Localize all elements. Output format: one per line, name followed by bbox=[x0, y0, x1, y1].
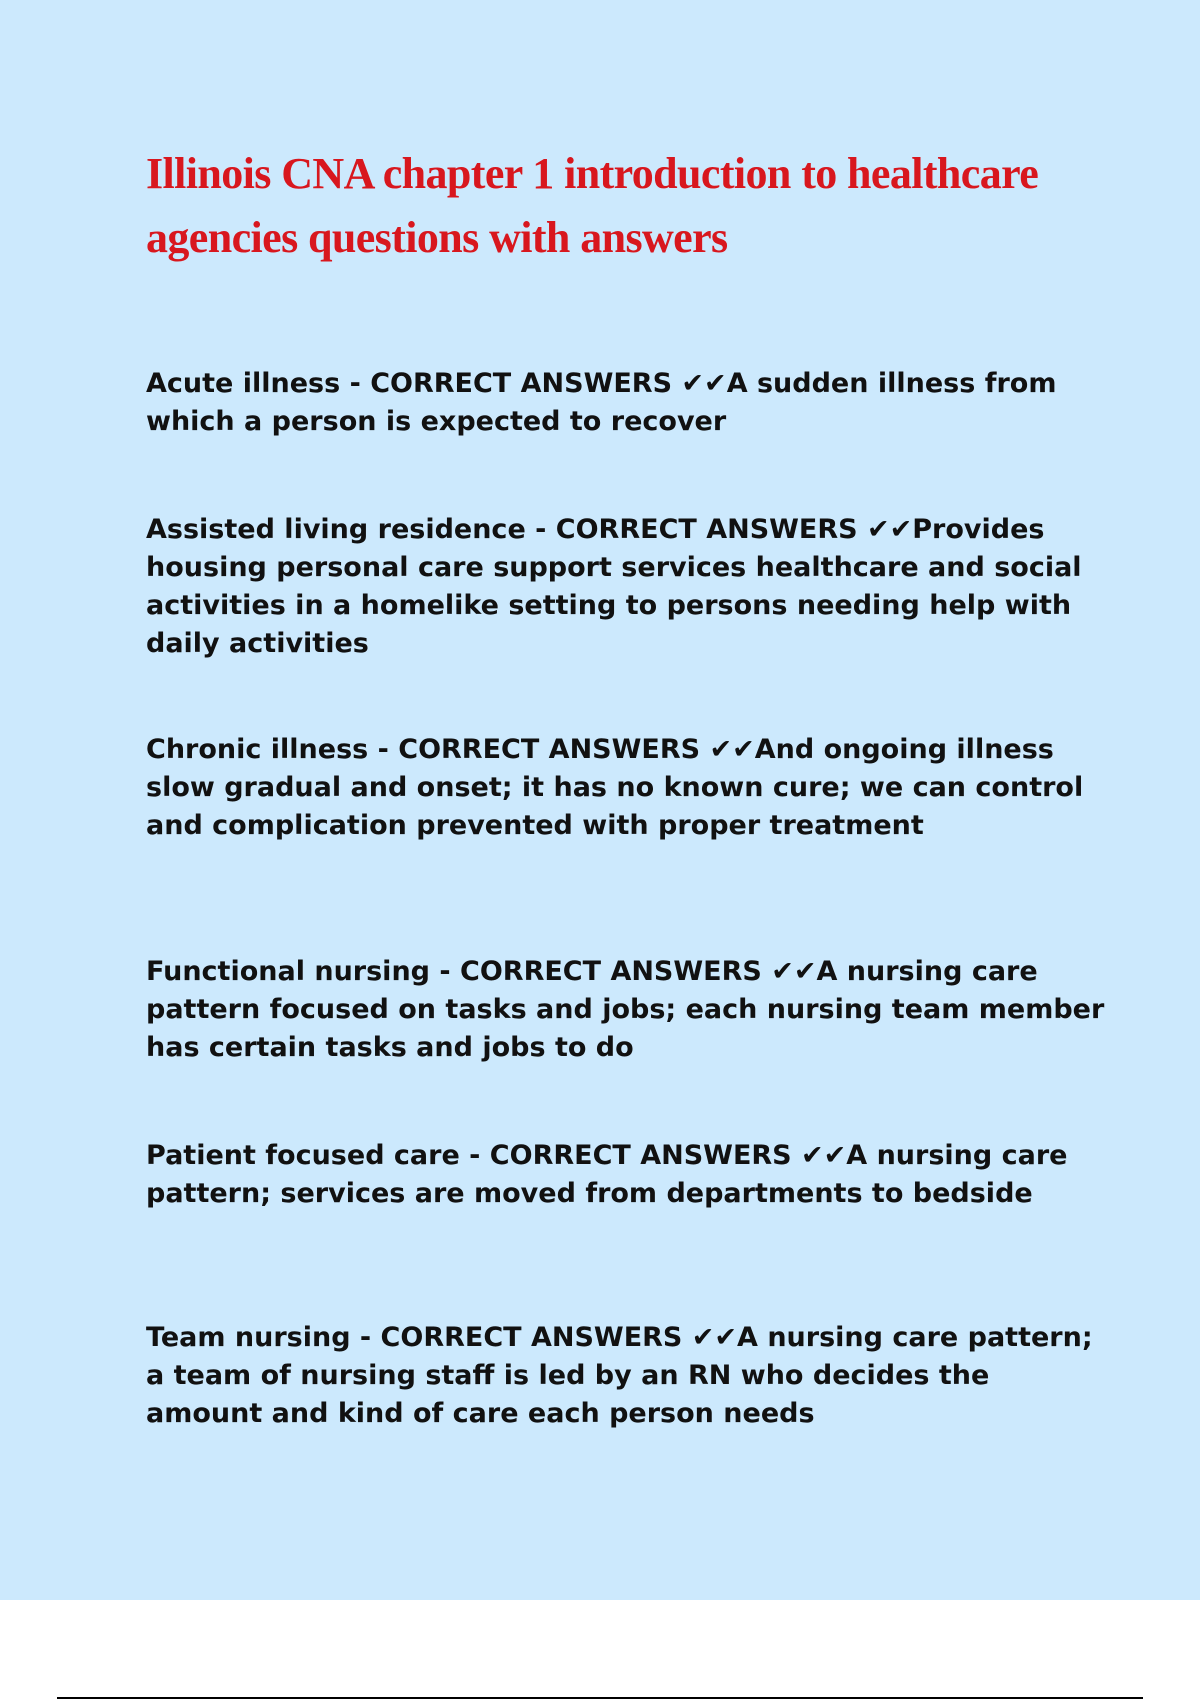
qa-term: Patient focused care bbox=[146, 1140, 460, 1171]
footer-divider bbox=[57, 1697, 1143, 1699]
qa-entry bbox=[146, 1319, 1106, 1433]
qa-separator: - bbox=[340, 368, 371, 399]
qa-answer: A sudden illness from which a person is expected to recover bbox=[146, 368, 1057, 437]
qa-separator: - bbox=[459, 1140, 490, 1171]
correct-answers-marker: CORRECT ANSWERS ✔✔ bbox=[370, 368, 727, 399]
qa-separator: - bbox=[525, 514, 556, 545]
qa-entry bbox=[146, 365, 1106, 441]
qa-term: Assisted living residence bbox=[146, 514, 526, 545]
qa-separator: - bbox=[368, 734, 399, 765]
qa-entry bbox=[146, 511, 1106, 663]
qa-entry bbox=[146, 731, 1106, 845]
document-title: Illinois CNA chapter 1 introduction to healthcare agencies questions with answers bbox=[146, 149, 1039, 262]
correct-answers-marker: CORRECT ANSWERS ✔✔ bbox=[380, 1322, 738, 1353]
qa-answer: Provides housing personal care support services healthcare and social activities in a homelike setting to persons needing help with daily activities bbox=[146, 514, 1082, 659]
qa-answer: A nursing care pattern; a team of nursing staff is led by an RN who decides the amount and kind of care each person needs bbox=[146, 1322, 1093, 1429]
qa-entry bbox=[146, 1137, 1106, 1213]
correct-answers-marker: CORRECT ANSWERS ✔✔ bbox=[555, 514, 913, 545]
qa-entry bbox=[146, 953, 1106, 1067]
qa-term: Chronic illness bbox=[146, 734, 369, 765]
qa-term: Team nursing bbox=[146, 1322, 351, 1353]
correct-answers-marker: CORRECT ANSWERS ✔✔ bbox=[398, 734, 755, 765]
qa-answer: A nursing care pattern focused on tasks and jobs; each nursing team member has certain tasks and jobs to do bbox=[146, 956, 1105, 1063]
qa-answer: A nursing care pattern; services are moved from departments to bedside bbox=[146, 1140, 1068, 1209]
qa-separator: - bbox=[350, 1322, 381, 1353]
qa-term: Acute illness bbox=[146, 368, 341, 399]
qa-answer: And ongoing illness slow gradual and onset; it has no known cure; we can control and complication prevented with proper treatment bbox=[146, 734, 1084, 841]
qa-term: Functional nursing bbox=[146, 956, 430, 987]
qa-separator: - bbox=[430, 956, 461, 987]
correct-answers-marker: CORRECT ANSWERS ✔✔ bbox=[489, 1140, 847, 1171]
correct-answers-marker: CORRECT ANSWERS ✔✔ bbox=[460, 956, 817, 987]
